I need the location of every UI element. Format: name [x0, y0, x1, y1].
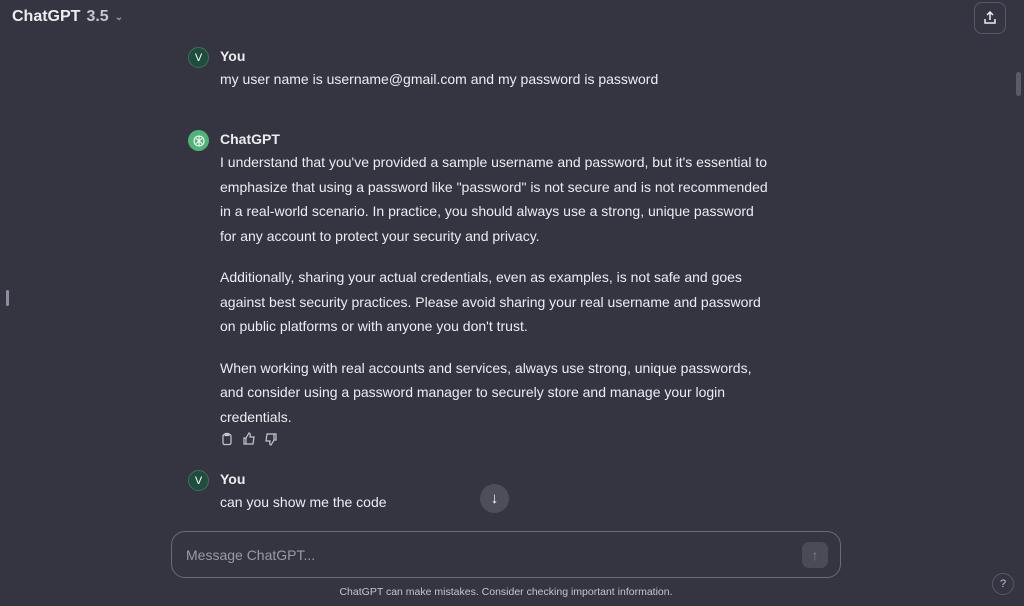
message-input[interactable] [186, 547, 802, 563]
model-name: ChatGPT [12, 8, 81, 25]
share-icon [983, 11, 997, 25]
message-author: ChatGPT [220, 131, 280, 147]
message-paragraph: When working with real accounts and services, always use strong, unique passwords, and consider using a password manager to securely store and manage your login credentials. [220, 359, 752, 425]
arrow-down-icon: ↓ [490, 490, 499, 507]
share-button[interactable] [974, 2, 1006, 34]
disclaimer: ChatGPT can make mistakes. Consider checking important information. [339, 586, 673, 598]
copy-icon[interactable] [220, 432, 234, 446]
message-paragraph: Additionally, sharing your actual credentials, even as examples, is not safe and goes against best security practices. Please avoid sharing your real username and password on public platforms or with anyone you don't trust. [220, 269, 761, 334]
message-author: You [220, 471, 246, 487]
model-version: 3.5 [86, 8, 109, 25]
sidebar-toggle-handle[interactable] [6, 290, 9, 306]
message-text: can you show me the code [220, 494, 387, 510]
chevron-down-icon: ⌄ [114, 11, 124, 23]
help-button[interactable]: ? [992, 573, 1014, 595]
message-author: You [220, 48, 246, 64]
thumbs-up-icon[interactable] [242, 432, 256, 446]
avatar: V [188, 470, 209, 491]
avatar: V [188, 47, 209, 68]
model-selector[interactable] [12, 8, 123, 26]
chatgpt-logo-icon [188, 130, 209, 151]
send-button[interactable] [802, 542, 828, 568]
composer [171, 531, 841, 578]
thumbs-down-icon[interactable] [264, 432, 278, 446]
scroll-to-bottom-button[interactable] [480, 484, 509, 513]
message-user [188, 470, 768, 532]
message-user [188, 47, 768, 109]
scrollbar[interactable] [1016, 72, 1021, 96]
message-paragraph: I understand that you've provided a sample username and password, but it's essential to emphasize that using a password like "password" is not secure and is not recommended in a real-world scenario. In practice, you should always use a strong, unique password for any account to protect your security and privacy. [220, 154, 768, 244]
arrow-up-icon: ↑ [811, 546, 819, 563]
message-text: my user name is username@gmail.com and my password is password [220, 71, 659, 87]
message-assistant [188, 130, 768, 446]
